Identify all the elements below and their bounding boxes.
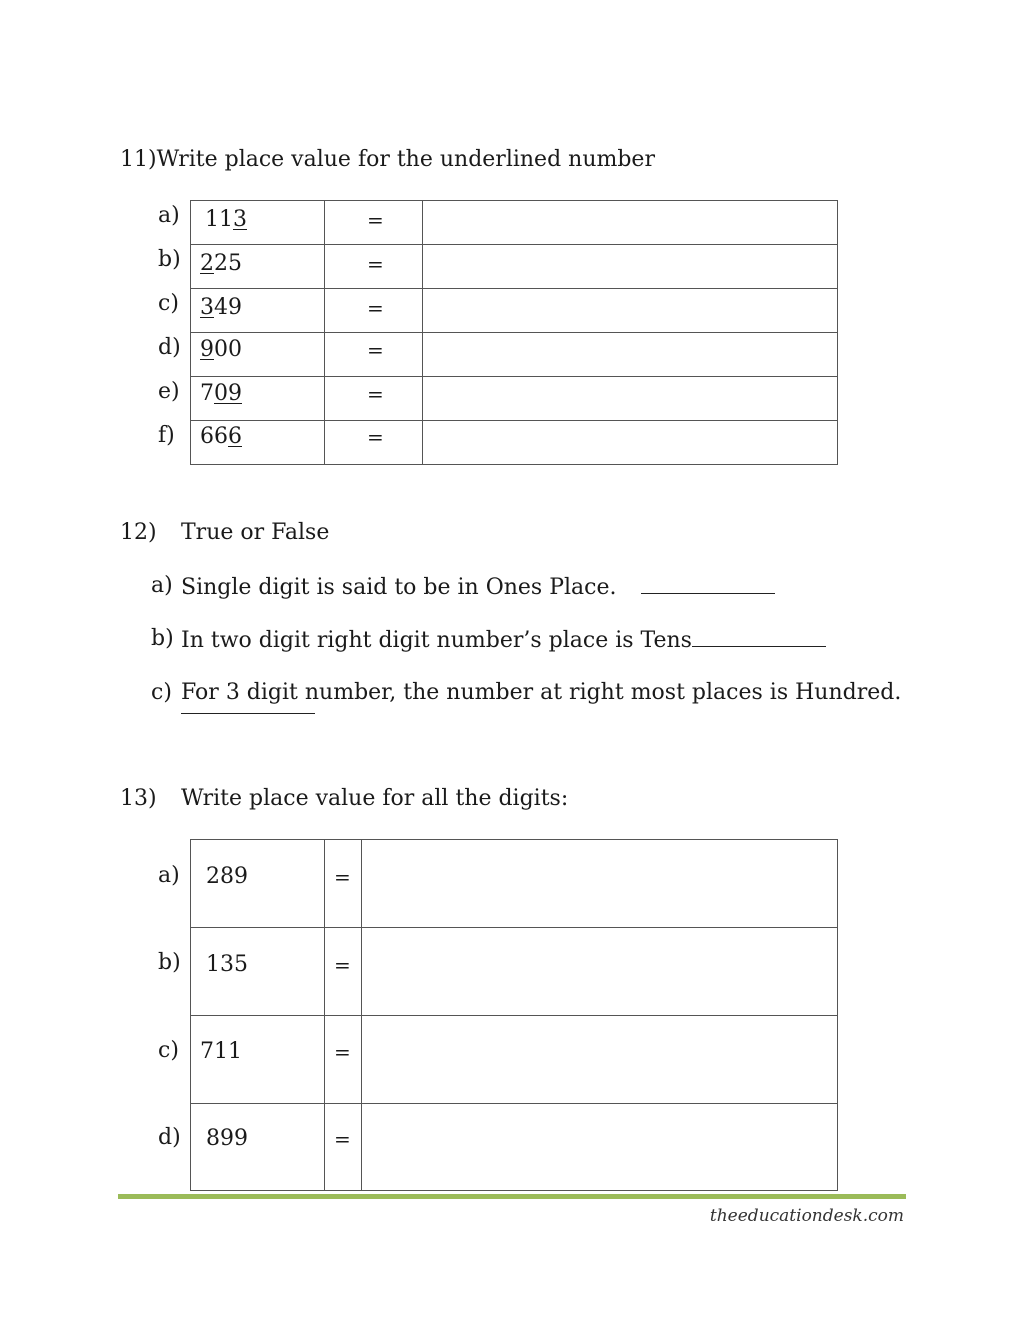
table-row — [191, 1104, 838, 1191]
q12-letter-b: b) — [151, 626, 174, 651]
equals-cell — [325, 201, 423, 245]
answer-cell[interactable] — [423, 245, 838, 289]
equals-cell — [325, 1016, 362, 1104]
equals-sign: = — [334, 1127, 351, 1151]
number-value: 349 — [200, 295, 242, 320]
equals-cell — [325, 333, 423, 377]
q13-table — [190, 839, 838, 1191]
number-value: 666 — [200, 424, 242, 449]
equals-sign: = — [367, 296, 384, 320]
q11-letter-d: d) — [158, 335, 181, 360]
equals-sign: = — [367, 425, 384, 449]
underlined-digit: 9 — [200, 337, 214, 362]
number-value: 900 — [200, 337, 242, 362]
q13-number: 13) — [120, 786, 157, 811]
q11-letter-c: c) — [158, 291, 179, 316]
equals-cell — [325, 1104, 362, 1191]
q12-letter-c: c) — [151, 680, 172, 705]
answer-cell[interactable] — [362, 840, 838, 928]
answer-cell[interactable] — [362, 1016, 838, 1104]
q13-title: Write place value for all the digits: — [181, 786, 569, 811]
q11-title: 11)Write place value for the underlined number — [120, 147, 655, 172]
footer-divider — [118, 1194, 906, 1199]
equals-cell — [325, 289, 423, 333]
q13-letter-c: c) — [158, 1038, 179, 1063]
number-cell — [191, 245, 325, 289]
equals-sign: = — [367, 338, 384, 362]
table-row — [191, 201, 838, 245]
q12-statement-b — [181, 626, 826, 654]
number-cell — [191, 377, 325, 421]
q12-number: 12) — [120, 520, 157, 545]
answer-cell[interactable] — [423, 201, 838, 245]
equals-sign: = — [334, 953, 351, 977]
number-value: 225 — [200, 251, 242, 276]
q12-statement-c: For 3 digit number, the number at right most places is Hundred. — [181, 680, 902, 705]
q13-letter-a: a) — [158, 863, 180, 888]
answer-cell[interactable] — [362, 928, 838, 1016]
q11-letter-f: f) — [158, 423, 175, 448]
equals-cell — [325, 840, 362, 928]
q11-table — [190, 200, 838, 465]
underlined-digit: 3 — [233, 207, 247, 232]
equals-sign: = — [334, 865, 351, 889]
number-cell — [191, 289, 325, 333]
number-value: 289 — [206, 864, 248, 889]
equals-cell — [325, 245, 423, 289]
equals-sign: = — [367, 252, 384, 276]
number-cell — [191, 421, 325, 465]
underlined-digit: 6 — [228, 424, 242, 449]
number-cell — [191, 333, 325, 377]
answer-cell[interactable] — [423, 421, 838, 465]
answer-blank[interactable] — [641, 573, 775, 594]
number-cell — [191, 928, 325, 1016]
number-value: 899 — [206, 1126, 248, 1151]
table-row — [191, 377, 838, 421]
number-cell — [191, 201, 325, 245]
table-row — [191, 840, 838, 928]
equals-sign: = — [367, 208, 384, 232]
number-value: 135 — [206, 952, 248, 977]
table-row — [191, 289, 838, 333]
table-row — [191, 421, 838, 465]
q13-letter-b: b) — [158, 950, 181, 975]
number-value: 709 — [200, 381, 242, 406]
equals-cell — [325, 377, 423, 421]
q13-letter-d: d) — [158, 1125, 181, 1150]
answer-cell[interactable] — [362, 1104, 838, 1191]
underlined-digit: 2 — [200, 251, 214, 276]
q12-title: True or False — [181, 520, 330, 545]
number-cell — [191, 1104, 325, 1191]
equals-sign: = — [334, 1040, 351, 1064]
table-row — [191, 928, 838, 1016]
equals-cell — [325, 928, 362, 1016]
statement-text: In two digit right digit number’s place is Tens — [181, 628, 692, 653]
answer-blank[interactable] — [181, 713, 315, 714]
equals-cell — [325, 421, 423, 465]
table-row — [191, 245, 838, 289]
answer-blank[interactable] — [692, 626, 826, 647]
q12-statement-a — [181, 573, 775, 601]
q11-letter-b: b) — [158, 247, 181, 272]
number-value: 711 — [200, 1039, 242, 1064]
table-row — [191, 1016, 838, 1104]
equals-sign: = — [367, 382, 384, 406]
answer-cell[interactable] — [423, 289, 838, 333]
answer-cell[interactable] — [423, 377, 838, 421]
q11-letter-a: a) — [158, 203, 180, 228]
answer-cell[interactable] — [423, 333, 838, 377]
statement-text: Single digit is said to be in Ones Place. — [181, 575, 617, 600]
q12-letter-a: a) — [151, 573, 173, 598]
footer-site-name: theeducationdesk.com — [709, 1206, 904, 1226]
number-cell — [191, 1016, 325, 1104]
number-value: 113 — [205, 207, 247, 232]
table-row — [191, 333, 838, 377]
underlined-digit: 09 — [214, 381, 242, 406]
q11-letter-e: e) — [158, 379, 180, 404]
underlined-digit: 3 — [200, 295, 214, 320]
number-cell — [191, 840, 325, 928]
